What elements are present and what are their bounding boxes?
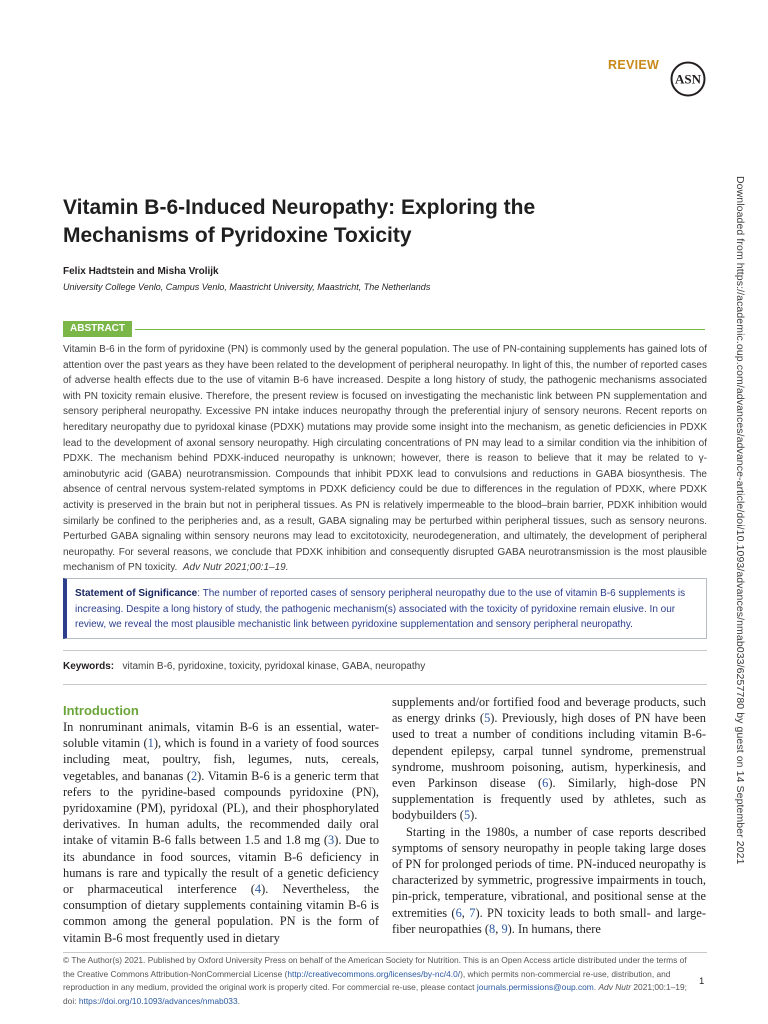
- citation-link[interactable]: 5: [484, 711, 491, 726]
- citation-link[interactable]: 3: [328, 833, 335, 848]
- footer-license: © The Author(s) 2021. Published by Oxford University Press on behalf of the American Society for Nutrition. This is an Open Access article distributed under the terms of the Creative Commons Attribution-NonCommercial License (http://creativecommons.org/licenses/by-nc/4.0/), which permits non-commercial re-use, distribution, and reproduction in any medium, provided the original work is properly cited. For commercial re-use, please contact journals.permissions@oup.com. Adv Nutr 2021;00:1–19; doi: https://doi.org/10.1093/advances/nmab033.: [63, 955, 687, 1006]
- intro-paragraph-1-cont: supplements and/or fortified food and beverage products, such as energy drinks (5). Previously, high doses of PN have been used to treat a number of conditions including vitamin B-6-dependent epilepsy, carpal tunnel syndrome, premenstrual syndrome, mushroom poisoning, autism, hyperkinesis, and even Parkinson disease (6). Similarly, high-dose PN supplementation is frequently used by athletes, such as bodybuilders (5).: [392, 695, 706, 823]
- significance-text: [75, 586, 699, 633]
- article-affiliation: University College Venlo, Campus Venlo, Maastricht University, Maastricht, The Netherlands: [63, 282, 431, 292]
- keywords-top-rule: [63, 650, 707, 651]
- footer-rule: [63, 952, 707, 953]
- citation-link[interactable]: 1: [147, 736, 154, 751]
- citation-link[interactable]: 4: [254, 882, 262, 897]
- keywords-list: vitamin B-6, pyridoxine, toxicity, pyridoxal kinase, GABA, neuropathy: [122, 661, 426, 672]
- article-title: Vitamin B-6-Induced Neuropathy: Exploring the Mechanisms of Pyridoxine Toxicity: [63, 196, 536, 247]
- citation-link[interactable]: 8: [489, 921, 496, 936]
- logo-text: ASN: [674, 71, 702, 87]
- citation-link[interactable]: 6: [455, 905, 462, 920]
- page-number: 1: [699, 976, 705, 987]
- significance-body: : The number of reported cases of sensory peripheral neuropathy due to the use of vitamin B-6 supplements is increasing. Despite a long history of study, the pathogenic mechanism(s) associated with the toxicity of pyridoxine remain elusive. In our review, we reveal the most plausible mechanistic link between pyridoxine supplementation and sensory peripheral neuropathy.: [75, 588, 686, 631]
- citation-link[interactable]: 5: [463, 808, 471, 823]
- abstract-divider: [135, 329, 705, 330]
- significance-label: Statement of Significance: [75, 588, 198, 599]
- intro-paragraph-1: In nonruminant animals, vitamin B-6 is an essential, water-soluble vitamin (1), which is found in a variety of food sources including meat, poultry, fish, legumes, nuts, cereals, vegetables, and bananas (2). Vitamin B-6 is a generic term that refers to the pyridine-based compounds pyridoxine (PN), pyridoxamine (PM), pyridoxal (PL), and their phosphorylated derivatives. In human adults, the recommended daily oral intake of vitamin B-6 falls between 1.5 and 1.8 mg (3). Due to its abundance in food sources, vitamin B-6 deficiency in humans is rare and typically the result of a genetic deficiency or pharmaceutical interference (4). Nevertheless, the consumption of dietary supplements containing vitamin B-6 is common among the general population. PN is the form of vitamin B-6 most frequently used in dietary: [63, 720, 380, 945]
- asn-logo: [670, 60, 706, 98]
- article-authors: Felix Hadtstein and Misha Vrolijk: [63, 266, 219, 277]
- abstract-text: Vitamin B-6 in the form of pyridoxine (PN) is commonly used by the general population. The use of PN-containing supplements has gained lots of attention over the past years as they have been related to the development of peripheral neuropathy. In light of this, the number of reported cases of adverse health effects due to the use of vitamin B-6 have increased. Despite a long history of study, the pathogenic mechanisms associated with PN toxicity remain elusive. Therefore, the present review is focused on investigating the mechanistic link between PN supplementation and sensory peripheral neuropathy. Excessive PN intake induces neuropathy through the preferential injury of sensory neurons. Recent reports on hereditary neuropathy due to pyridoxal kinase (PDXK) mutations may provide some insight into the mechanism, as genetic deficiencies in PDXK lead to the development of axonal sensory neuropathy. High circulating concentrations of PN may lead to a similar condition via the inhibition of PDXK. The mechanism behind PDXK-induced neuropathy is unknown; however, there is reason to believe that it may be related to γ-aminobutyric acid (GABA) neurotransmission. Compounds that inhibit PDXK lead to convulsions and reductions in GABA biosynthesis. The absence of central nervous system-related symptoms in PDXK deficiency could be due to differences in the regulation of PDXK, where PDXK activity is preserved in the brain but not in peripheral tissues. As PN is relatively impermeable to the blood–brain barrier, PDXK inhibition would similarly be confined to the peripheries and, as a result, GABA signaling may be perturbed within peripheral tissues, such as sensory neurons. Perturbed GABA signaling within sensory neurons may lead to excitotoxicity, neurodegeneration, and ultimately, the development of peripheral neuropathy. For several reasons, we conclude that PDXK inhibition and consequently disrupted GABA neurotransmission is the most plausible mechanism of PN toxicity.: [63, 344, 707, 574]
- download-note-text: Downloaded from https://academic.oup.com/advances/advance-article/doi/10.1093/advances/nmab033/6257780 by guest on 14 September 2021: [734, 176, 746, 865]
- keywords-label: Keywords:: [63, 661, 115, 672]
- download-note: [732, 176, 748, 865]
- keywords-bottom-rule: [63, 684, 707, 685]
- body-column-left: [63, 719, 379, 946]
- email-link[interactable]: journals.permissions@oup.com: [476, 982, 594, 992]
- keywords: [63, 661, 425, 672]
- abstract-body: [63, 342, 707, 576]
- introduction-heading: Introduction: [63, 703, 139, 718]
- abstract-heading: ABSTRACT: [63, 321, 132, 337]
- abstract-citation: Adv Nutr 2021;00:1–19.: [182, 562, 289, 574]
- citation-link[interactable]: 6: [542, 776, 549, 791]
- citation-link[interactable]: 9: [501, 921, 508, 936]
- license-link[interactable]: http://creativecommons.org/licenses/by-nc/4.0/: [287, 968, 461, 979]
- citation-link[interactable]: 7: [469, 905, 476, 920]
- intro-paragraph-2: Starting in the 1980s, a number of case reports described symptoms of sensory neuropathy in people taking large doses of PN for prolonged periods of time. PN-induced neuropathy is characterized by symmetric, progressive impairments in touch, pin-prick, temperature, vibrational, and positional sense at the extremities (6, 7). PN toxicity leads to both small- and large-fiber neuropathies (8, 9). In humans, there: [392, 824, 707, 936]
- citation-link[interactable]: 2: [190, 768, 198, 783]
- body-column-right: [392, 694, 706, 937]
- doi-link[interactable]: https://doi.org/10.1093/advances/nmab033: [78, 995, 238, 1006]
- review-label: REVIEW: [608, 58, 660, 72]
